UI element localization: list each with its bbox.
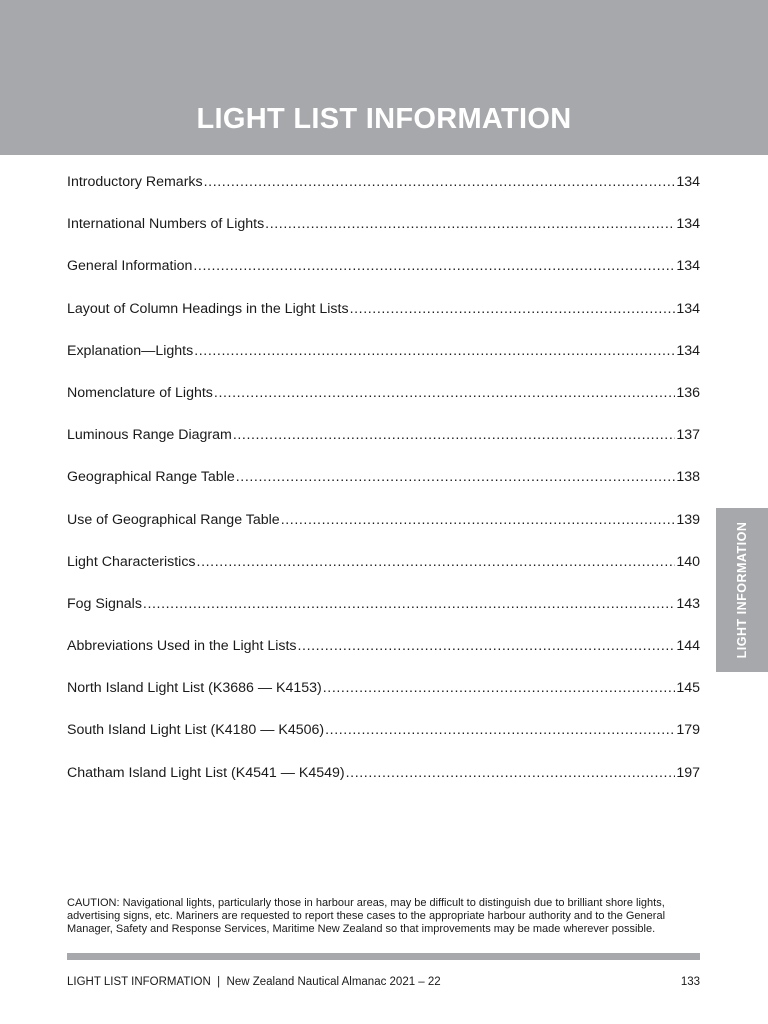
- toc-entry-label: Luminous Range Diagram: [67, 427, 232, 444]
- toc-row[interactable]: [67, 722, 700, 764]
- caution-note: CAUTION: Navigational lights, particularly those in harbour areas, may be difficult to distinguish due to brilliant shore lights, advertising signs, etc. Mariners are requested to report these cases to the appropriate harbour authority and to the General Manager, Safety and Response Services, Maritime New Zealand so that improvements may be made wherever possible.: [67, 897, 666, 935]
- toc-page-number: 139: [676, 511, 700, 528]
- toc-dot-leader: [204, 174, 676, 190]
- toc-entry-label: Fog Signals: [67, 595, 142, 612]
- toc-dot-leader: [346, 765, 676, 781]
- toc-entry-label: South Island Light List (K4180 — K4506): [67, 722, 325, 739]
- toc-entry-label: Layout of Column Headings in the Light Lists: [67, 300, 349, 317]
- toc-row[interactable]: [67, 301, 700, 343]
- toc-dot-leader: [298, 638, 676, 654]
- toc-row[interactable]: [67, 680, 700, 722]
- toc-dot-leader: [143, 596, 675, 612]
- toc-entry-label: Introductory Remarks: [67, 174, 203, 190]
- toc-row[interactable]: [67, 216, 700, 258]
- page-header-band: [0, 0, 768, 155]
- section-side-tab: [716, 508, 768, 672]
- toc-row[interactable]: [67, 469, 700, 511]
- toc-page-number: 137: [676, 427, 700, 444]
- toc-page-number: 145: [676, 680, 700, 697]
- toc-row[interactable]: [67, 343, 700, 385]
- toc-page-number: 197: [676, 764, 700, 781]
- toc-entry-label: Abbreviations Used in the Light Lists: [67, 638, 297, 655]
- toc-entry-label: North Island Light List (K3686 — K4153): [67, 680, 322, 697]
- toc-dot-leader: [233, 427, 676, 443]
- footer-page-number: 133: [680, 976, 700, 988]
- toc-row[interactable]: [67, 638, 700, 680]
- toc-dot-leader: [197, 554, 676, 570]
- toc-row[interactable]: [67, 258, 700, 300]
- page-footer: [67, 976, 700, 988]
- toc-entry-label: Chatham Island Light List (K4541 — K4549): [67, 764, 345, 781]
- toc-entry-label: Geographical Range Table: [67, 469, 235, 486]
- toc-page-number: 134: [676, 174, 700, 190]
- toc-row[interactable]: [67, 596, 700, 638]
- toc-row[interactable]: [67, 512, 700, 554]
- toc-row[interactable]: [67, 174, 700, 216]
- toc-page-number: 134: [676, 342, 700, 359]
- toc-entry-label: Light Characteristics: [67, 553, 196, 570]
- toc-dot-leader: [193, 258, 675, 274]
- toc-row[interactable]: [67, 554, 700, 596]
- toc-page-number: 143: [676, 595, 700, 612]
- toc-page-number: 140: [676, 553, 700, 570]
- toc-page-number: 136: [676, 384, 700, 401]
- toc-page-number: 134: [676, 300, 700, 317]
- toc-dot-leader: [325, 722, 675, 738]
- toc-dot-leader: [350, 301, 676, 317]
- table-of-contents: [67, 174, 700, 807]
- toc-entry-label: General Information: [67, 258, 193, 275]
- toc-row[interactable]: [67, 427, 700, 469]
- toc-page-number: 138: [676, 469, 700, 486]
- toc-entry-label: Nomenclature of Lights: [67, 384, 213, 401]
- footer-divider: [67, 953, 700, 960]
- toc-page-number: 134: [676, 258, 700, 275]
- toc-entry-label: International Numbers of Lights: [67, 216, 265, 233]
- toc-row[interactable]: [67, 765, 700, 807]
- toc-page-number: 134: [676, 216, 700, 233]
- toc-entry-label: Explanation—Lights: [67, 342, 194, 359]
- toc-dot-leader: [323, 680, 676, 696]
- toc-entry-label: Use of Geographical Range Table: [67, 511, 280, 528]
- toc-dot-leader: [194, 343, 675, 359]
- toc-page-number: 179: [676, 722, 700, 739]
- toc-dot-leader: [265, 216, 675, 232]
- side-tab-label: LIGHT INFORMATION: [735, 521, 749, 659]
- toc-dot-leader: [214, 385, 675, 401]
- toc-row[interactable]: [67, 385, 700, 427]
- toc-dot-leader: [236, 469, 676, 485]
- footer-text: LIGHT LIST INFORMATION | New Zealand Nautical Almanac 2021 – 22: [67, 976, 441, 988]
- toc-page-number: 144: [676, 638, 700, 655]
- toc-dot-leader: [281, 512, 676, 528]
- page-title: LIGHT LIST INFORMATION: [196, 103, 572, 135]
